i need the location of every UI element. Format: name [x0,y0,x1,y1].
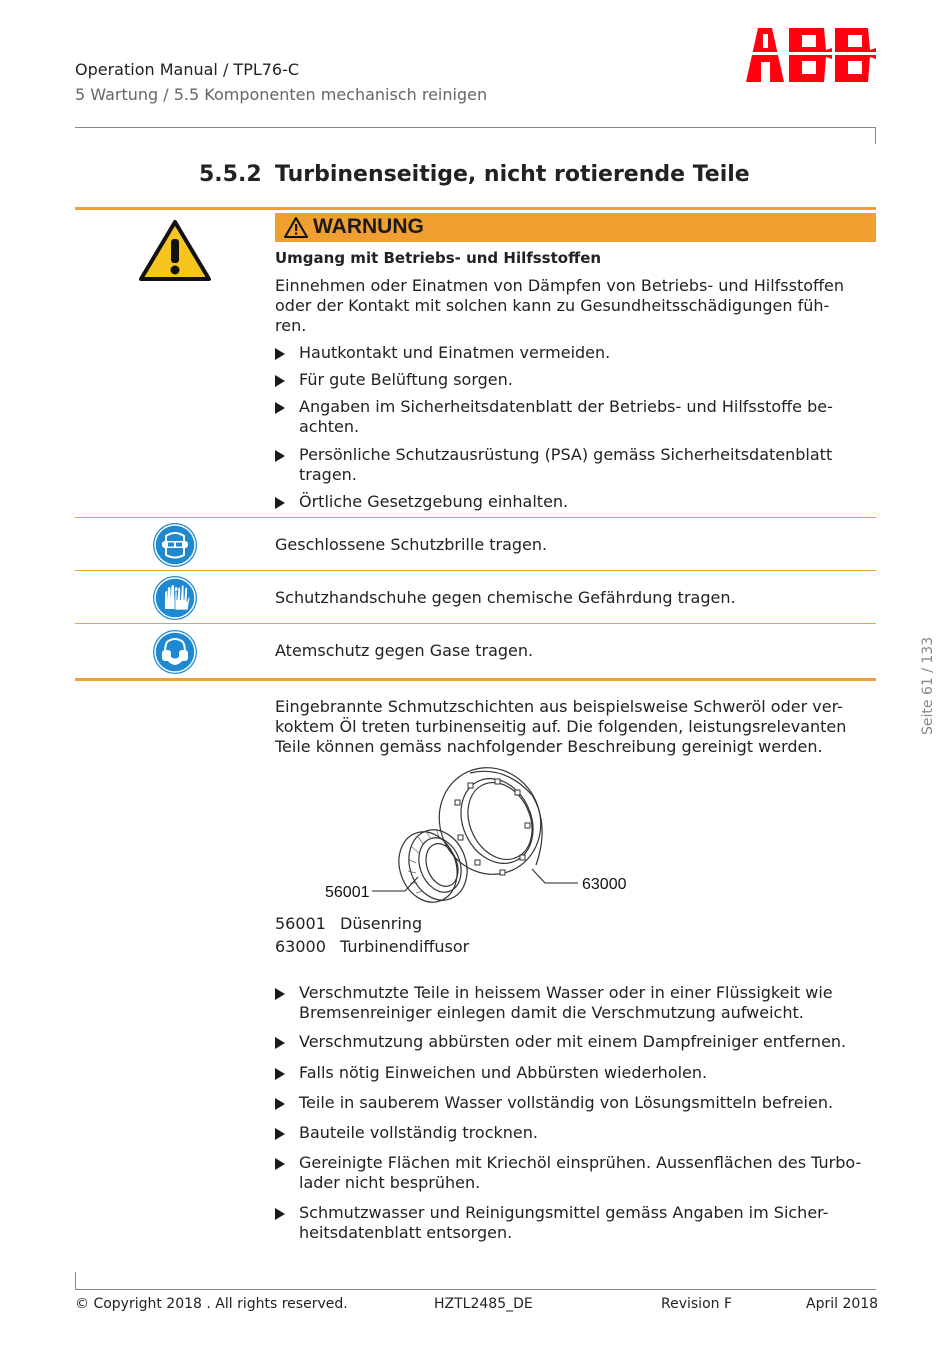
bullet-arrow-icon [275,988,285,1000]
bullet-arrow-icon [275,1037,285,1049]
warning-small-icon [284,217,308,242]
warning-triangle-icon [139,219,211,286]
callout-63000: 63000 [582,876,627,893]
paragraph-line: Teile können gemäss nachfolgender Beschreibung gereinigt werden. [275,737,823,756]
bullet-text: Örtliche Gesetzgebung einhalten. [299,492,569,511]
bullet-text: Hautkontakt und Einatmen vermeiden. [299,343,611,362]
header-rule-tick [875,127,876,144]
footer-rule-tick [75,1272,76,1289]
bullet-arrow-icon [275,1208,285,1220]
step-text: Verschmutzung abbürsten oder mit einem Dampfreiniger entfernen. [299,1032,847,1051]
legend-label: Düsenring [340,914,423,933]
bullet-arrow-icon [275,348,285,360]
bullet-text: Persönliche Schutzausrüstung (PSA) gemäss Sicherheitsdatenblatt [299,445,833,464]
warning-intro-line: oder der Kontakt mit solchen kann zu Gesundheitsschädigungen füh- [275,296,830,315]
ppe-text-gloves: Schutzhandschuhe gegen chemische Gefährdung tragen. [275,588,736,607]
step-text: Schmutzwasser und Reinigungsmittel gemäss Angaben im Sicher- [299,1203,829,1222]
breadcrumb: 5 Wartung / 5.5 Komponenten mechanisch reinigen [75,85,488,104]
legend-code: 56001 [275,914,326,933]
bullet-arrow-icon [275,1098,285,1110]
paragraph-line: koktem Öl treten turbinenseitig auf. Die folgenden, leistungsrelevanten [275,717,847,736]
ppe-divider [75,517,876,518]
respirator-icon [153,630,197,674]
step-text: Bremsenreiniger einlegen damit die Verschmutzung aufweicht. [299,1003,804,1022]
document-title: Operation Manual / TPL76-C [75,60,300,79]
warning-bottom-rule [75,678,876,681]
warning-top-rule [75,207,876,210]
bullet-text: Für gute Belüftung sorgen. [299,370,513,389]
warning-label: WARNUNG [313,215,424,238]
ppe-divider [75,570,876,571]
ppe-text-goggles: Geschlossene Schutzbrille tragen. [275,535,548,554]
protective-gloves-icon [153,576,197,620]
bullet-arrow-icon [275,1158,285,1170]
warning-intro [275,276,875,336]
step-text: Teile in sauberem Wasser vollständig von Lösungsmitteln befreien. [299,1093,834,1112]
footer-date: April 2018 [806,1296,879,1312]
bullet-arrow-icon [275,375,285,387]
section-number: 5.5.2 [199,162,262,187]
bullet-arrow-icon [275,497,285,509]
header-rule [75,127,876,128]
bullet-arrow-icon [275,1128,285,1140]
bullet-arrow-icon [275,450,285,462]
step-text: Verschmutzte Teile in heissem Wasser oder in einer Flüssigkeit wie [299,983,833,1002]
intro-paragraph [275,697,875,757]
footer-doc-id: HZTL2485_DE [434,1296,533,1312]
step-text: Falls nötig Einweichen und Abbürsten wiederholen. [299,1063,708,1082]
section-title: Turbinenseitige, nicht rotierende Teile [275,162,750,187]
warning-intro-line: Einnehmen oder Einatmen von Dämpfen von Betriebs- und Hilfsstoffen [275,276,845,295]
step-text: Bauteile vollständig trocknen. [299,1123,538,1142]
step-text: Gereinigte Flächen mit Kriechöl einsprühen. Aussenflächen des Turbo- [299,1153,862,1172]
warning-heading: Umgang mit Betriebs- und Hilfsstoffen [275,249,602,267]
bullet-text: tragen. [299,465,357,484]
bullet-arrow-icon [275,1068,285,1080]
ppe-divider [75,623,876,624]
page-number: Seite 61 / 133 [920,636,936,735]
step-text: heitsdatenblatt entsorgen. [299,1223,513,1242]
paragraph-line: Eingebrannte Schmutzschichten aus beispielsweise Schweröl oder ver- [275,697,843,716]
bullet-text: achten. [299,417,360,436]
bullet-text: Angaben im Sicherheitsdatenblatt der Betriebs- und Hilfsstoffe be- [299,397,833,416]
footer-copyright: © Copyright 2018 . All rights reserved. [75,1296,348,1312]
warning-intro-line: ren. [275,316,307,335]
abb-logo [744,28,876,82]
step-text: lader nicht besprühen. [299,1173,481,1192]
figure-turbine-parts [300,765,650,905]
safety-goggles-icon [153,523,197,567]
footer-revision: Revision F [661,1296,733,1312]
ppe-text-respirator: Atemschutz gegen Gase tragen. [275,641,534,660]
callout-56001: 56001 [325,884,370,901]
legend-label: Turbinendiffusor [340,937,470,956]
warning-banner [275,213,876,242]
bullet-arrow-icon [275,402,285,414]
footer-rule [75,1289,876,1290]
legend-code: 63000 [275,937,326,956]
